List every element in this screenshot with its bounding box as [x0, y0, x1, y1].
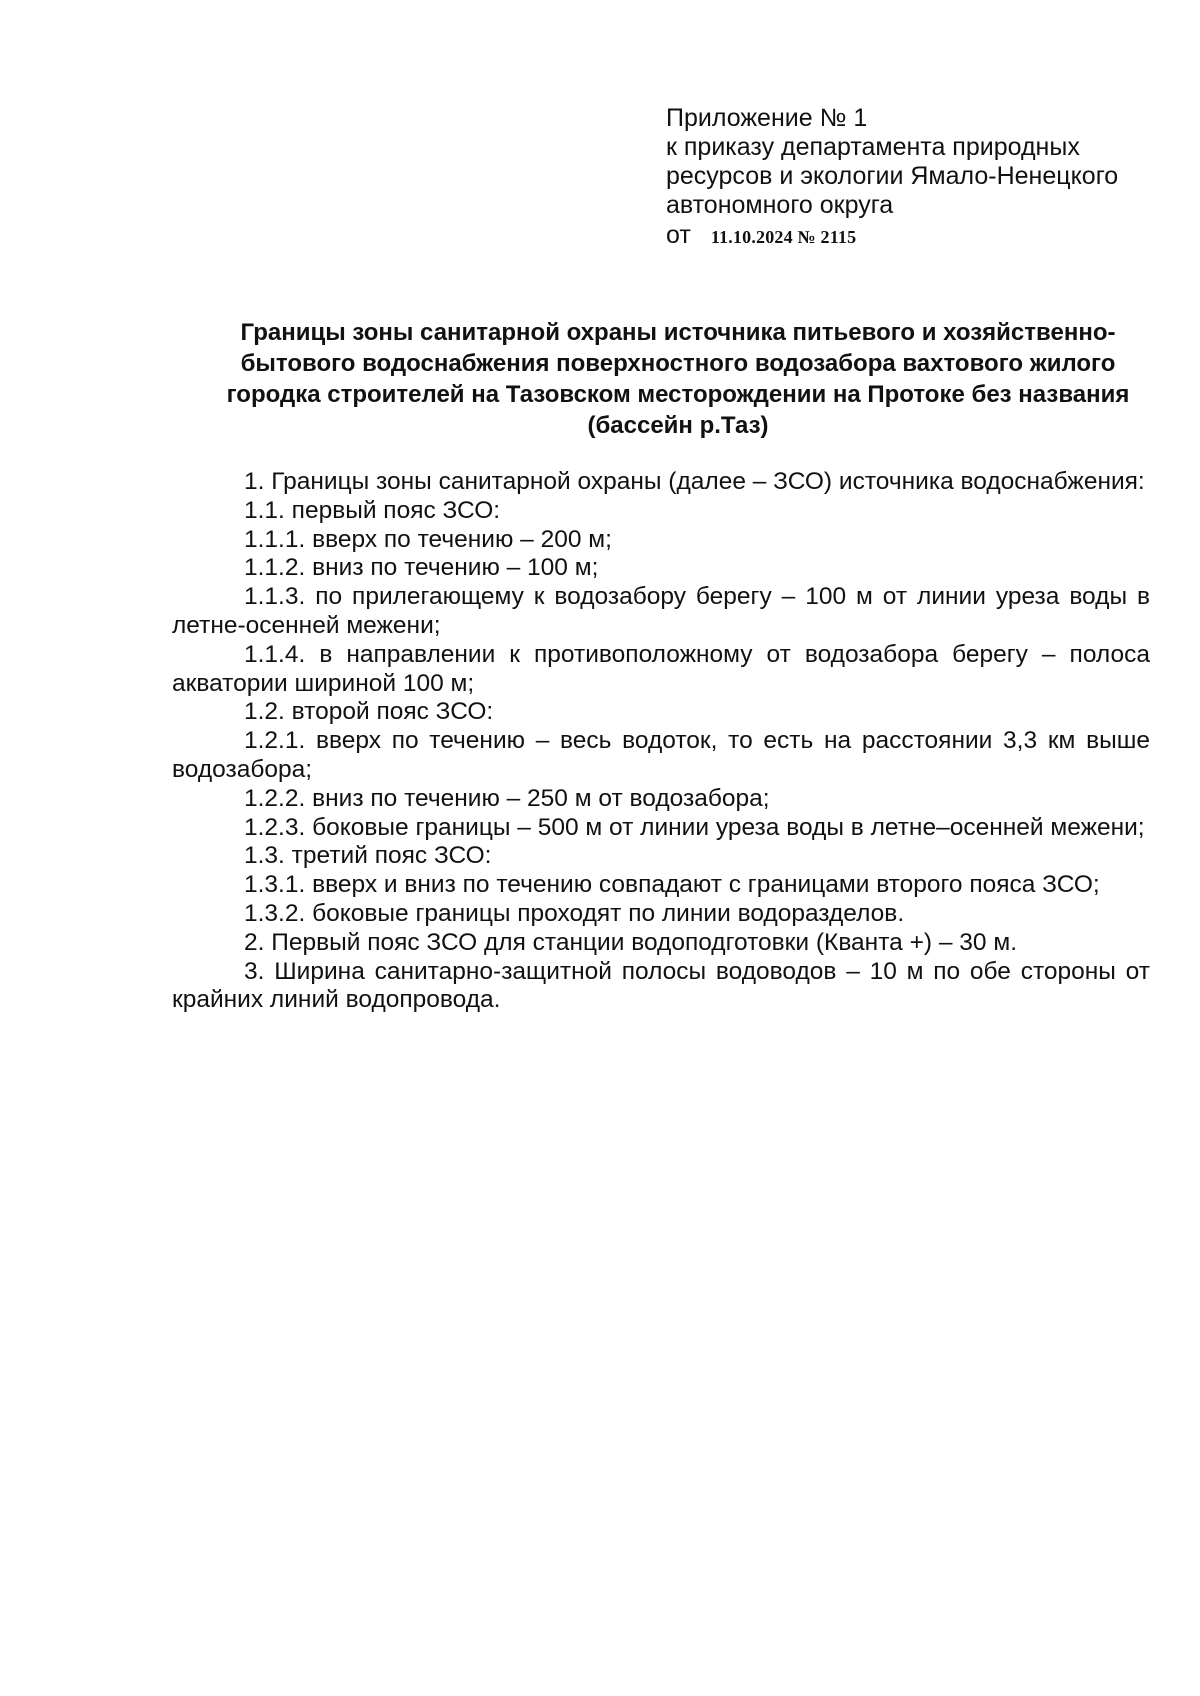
appendix-order-line-2: ресурсов и экологии Ямало-Ненецкого [666, 162, 1119, 190]
paragraph-1-3-1: 1.3.1. вверх и вниз по течению совпадают с границами второго пояса ЗСО; [244, 871, 1100, 899]
paragraph-1-3: 1.3. третий пояс ЗСО: [244, 842, 492, 870]
document-title [176, 317, 1180, 441]
appendix-header [666, 104, 1166, 252]
paragraph-1-2-1: 1.2.1. вверх по течению – весь водоток, то есть на расстоянии 3,3 км выше водозабора; [172, 727, 1150, 783]
paragraph-1-1-1: 1.1.1. вверх по течению – 200 м; [244, 525, 612, 553]
title-line-4: (бассейн р.Таз) [587, 412, 769, 439]
appendix-number: Приложение № 1 [666, 104, 868, 132]
appendix-date-line [666, 221, 1166, 252]
paragraph-1-1-3: 1.1.3. по прилегающему к водозабору берегу – 100 м от линии уреза воды в летне-осенней межени; [172, 583, 1150, 639]
appendix-date-prefix: от [666, 221, 691, 249]
paragraph-1-3-2: 1.3.2. боковые границы проходят по линии водоразделов. [244, 899, 905, 927]
paragraph-1-2-2: 1.2.2. вниз по течению – 250 м от водозабора; [244, 784, 770, 812]
title-line-1: Границы зоны санитарной охраны источника питьевого и хозяйственно- [240, 319, 1116, 346]
document-body [172, 468, 1150, 1015]
paragraph-1: 1. Границы зоны санитарной охраны (далее – ЗСО) источника водоснабжения: [244, 468, 1145, 495]
paragraph-1-2: 1.2. второй пояс ЗСО: [244, 698, 494, 726]
paragraph-1-1-4: 1.1.4. в направлении к противоположному от водозабора берегу – полоса акватории шириной 100 м; [172, 640, 1150, 697]
appendix-order-line-3: автономного округа [666, 191, 894, 219]
paragraph-1-2-3: 1.2.3. боковые границы – 500 м от линии уреза воды в летне–осенней межени; [244, 813, 1145, 841]
title-line-3: городка строителей на Тазовском месторождении на Протоке без названия [226, 381, 1130, 408]
title-line-2: бытового водоснабжения поверхностного водозабора вахтового жилого [240, 350, 1116, 377]
paragraph-1-1-2: 1.1.2. вниз по течению – 100 м; [244, 554, 599, 582]
paragraph-2: 2. Первый пояс ЗСО для станции водоподготовки (Кванта +) – 30 м. [244, 928, 1018, 956]
paragraph-3: 3. Ширина санитарно-защитной полосы водоводов – 10 м по обе стороны от крайних линий водопровода. [172, 957, 1150, 1014]
paragraph-1-1: 1.1. первый пояс ЗСО: [244, 496, 501, 524]
appendix-date-value: 11.10.2024 № 2115 [710, 227, 857, 247]
appendix-order-line-1: к приказу департамента природных [666, 133, 1080, 161]
